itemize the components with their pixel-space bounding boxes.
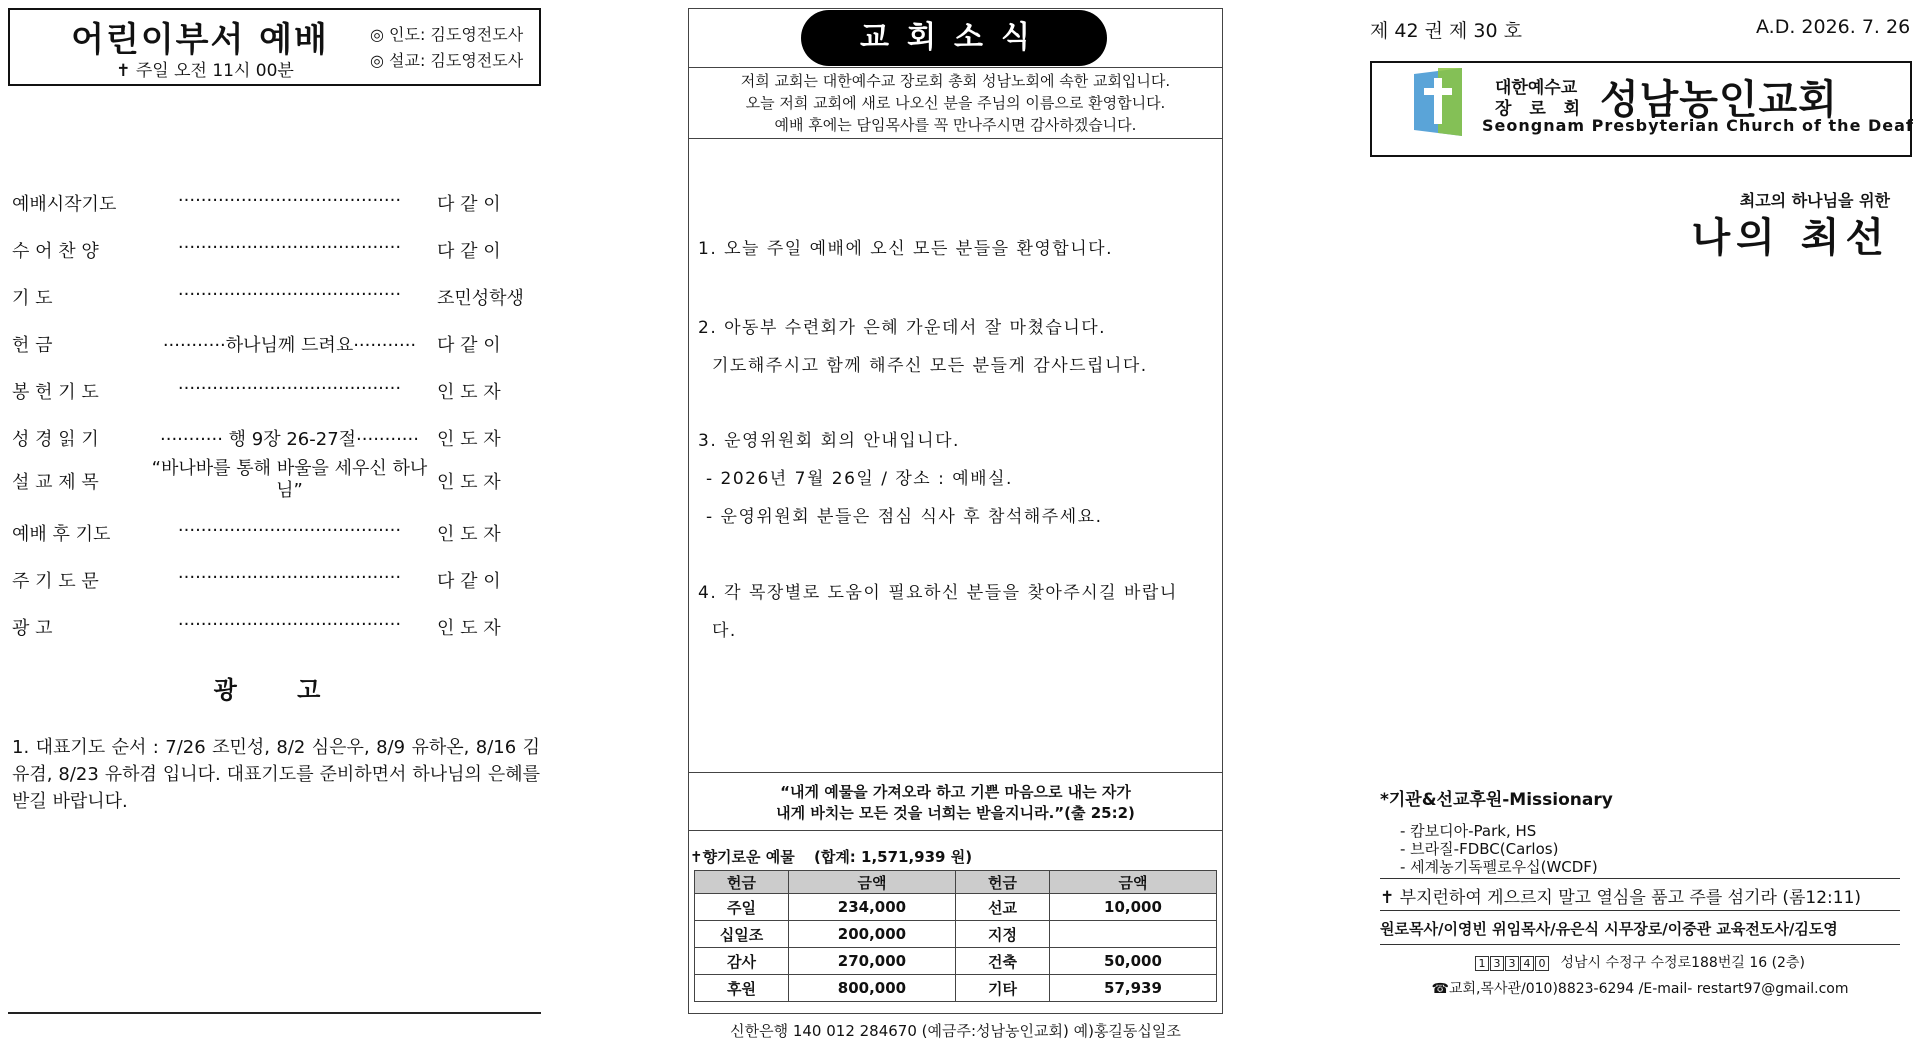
motto-big: 나의 최선	[1691, 215, 1890, 261]
offering-total: (합계: 1,571,939 원)	[813, 848, 973, 866]
order-label: 주 기 도 문	[12, 571, 99, 592]
order-label: 성 경 읽 기	[12, 429, 99, 450]
order-detail: ·······································	[177, 520, 402, 541]
divider	[8, 1012, 541, 1014]
offering-header-cell: 헌금	[955, 871, 1049, 894]
contact-info: ☎교회,목사관/010)8823-6294 /E-mail- restart97@gmail.com	[1431, 981, 1849, 997]
church-address	[1380, 952, 1900, 972]
order-detail: ·······································	[177, 567, 402, 588]
offering-cell: 기타	[955, 975, 1049, 1002]
bible-verse: ✝ 부지런하여 게으르지 말고 열심을 품고 주를 섬기라 (롬12:11)	[1380, 888, 1862, 908]
order-label: 기 도	[12, 288, 53, 309]
news-item: 3. 운영위원회 회의 안내입니다.	[698, 431, 960, 451]
order-leader: 인 도 자	[437, 472, 501, 493]
offering-cell	[1049, 921, 1216, 948]
offering-cell: 10,000	[1049, 894, 1216, 921]
offering-cell: 234,000	[788, 894, 955, 921]
news-subitem: - 운영위원회 분들은 점심 식사 후 참석해주세요.	[706, 507, 1103, 527]
issue-date: A.D. 2026. 7. 26	[1756, 16, 1911, 38]
issue-number: 제 42 권 제 30 호	[1370, 20, 1522, 42]
zip-digit: 0	[1535, 956, 1549, 971]
divider	[1380, 878, 1900, 879]
news-item: 1. 오늘 주일 예배에 오신 모든 분들을 환영합니다.	[698, 239, 1113, 259]
divider	[688, 772, 1223, 773]
offering-cell: 200,000	[788, 921, 955, 948]
zip-digit: 1	[1475, 956, 1489, 971]
mission-item: - 캄보디아-Park, HS	[1400, 822, 1537, 840]
offering-title-label: ✝향기로운 예물	[690, 848, 795, 866]
zip-digit: 3	[1505, 956, 1519, 971]
scripture-quote	[690, 782, 1221, 824]
service-title: 어린이부서 예배	[71, 20, 329, 60]
bank-account: 신한은행 140 012 284670 (예금주:성남농인교회) 예)홍길동십일조	[730, 1022, 1181, 1040]
preacher-line: ◎ 설교: 김도영전도사	[370, 51, 524, 70]
news-subitem: - 2026년 7월 26일 / 장소 : 예배실.	[706, 469, 1013, 489]
zip-digit: 4	[1520, 956, 1534, 971]
order-row	[12, 458, 542, 514]
news-item: 2. 아동부 수련회가 은혜 가운데서 잘 마쳤습니다.	[698, 318, 1107, 338]
offering-row	[695, 921, 1217, 948]
order-label: 수 어 찬 양	[12, 241, 99, 262]
news-item: 4. 각 목장별로 도움이 필요하신 분들을 찾아주시길 바랍니	[698, 583, 1178, 603]
announcement-text: 1. 대표기도 순서 : 7/26 조민성, 8/2 심은우, 8/9 유하온, 8/16 김유겸, 8/23 유하겸 입니다. 대표기도를 준비하면서 하나님의 은혜를 받길 바랍니다.	[12, 737, 540, 812]
news-item-cont: 기도해주시고 함께 해주신 모든 분들게 감사드립니다.	[712, 356, 1148, 376]
offering-header-cell: 금액	[1049, 871, 1216, 894]
intro-line: 오늘 저희 교회에 새로 나오신 분을 주님의 이름으로 환영합니다.	[745, 94, 1166, 112]
order-detail: ···········하나님께 드려요···········	[162, 335, 417, 356]
mission-item: - 브라질-FDBC(Carlos)	[1400, 840, 1559, 858]
order-leader: 조민성학생	[437, 288, 524, 309]
offering-cell: 건축	[955, 948, 1049, 975]
mission-title: *기관&선교후원-Missionary	[1380, 790, 1613, 810]
order-row	[12, 190, 542, 236]
zip-code	[1475, 955, 1550, 971]
offering-title	[690, 846, 972, 867]
divider	[1380, 944, 1900, 945]
order-leader: 다 같 이	[437, 571, 501, 592]
order-row	[12, 331, 542, 377]
mission-item: - 세계농기독펠로우십(WCDF)	[1400, 858, 1598, 876]
offering-table	[694, 870, 1217, 1002]
offering-row	[695, 948, 1217, 975]
offering-cell: 주일	[695, 894, 789, 921]
divider	[688, 67, 1223, 68]
offering-cell: 57,939	[1049, 975, 1216, 1002]
offering-header-cell: 금액	[788, 871, 955, 894]
offering-row	[695, 894, 1217, 921]
order-label: 봉 헌 기 도	[12, 382, 99, 403]
offering-header-row	[695, 871, 1217, 894]
order-row	[12, 614, 542, 660]
leader-line: ◎ 인도: 김도영전도사	[370, 25, 524, 44]
order-row	[12, 284, 542, 330]
order-label: 예배 후 기도	[12, 524, 111, 545]
cross-logo-icon	[1410, 66, 1466, 138]
offering-header-cell: 헌금	[695, 871, 789, 894]
news-item-cont: 다.	[712, 621, 737, 641]
church-name: 성남농인교회	[1600, 77, 1838, 123]
order-row	[12, 567, 542, 613]
offering-cell: 감사	[695, 948, 789, 975]
intro-line: 저희 교회는 대한예수교 장로회 총회 성남노회에 속한 교회입니다.	[740, 72, 1171, 90]
offering-cell: 후원	[695, 975, 789, 1002]
service-time: ✝ 주일 오전 11시 00분	[116, 61, 294, 81]
order-detail: ·······································	[177, 614, 402, 635]
order-detail: ·······································	[177, 378, 402, 399]
zip-digit: 3	[1490, 956, 1504, 971]
offering-cell: 50,000	[1049, 948, 1216, 975]
worship-order-panel	[0, 0, 560, 1042]
news-heading: 교회소식	[801, 10, 1107, 66]
divider	[688, 138, 1223, 139]
order-row	[12, 378, 542, 424]
announcement-heading: 광 고	[213, 676, 347, 704]
church-intro	[690, 70, 1221, 136]
motto-small: 최고의 하나님을 위한	[1739, 191, 1890, 210]
order-leader: 인 도 자	[437, 618, 501, 639]
divider	[1380, 910, 1900, 911]
offering-cell: 270,000	[788, 948, 955, 975]
order-label: 헌 금	[12, 335, 53, 356]
order-detail: ··········· 행 9장 26-27절···········	[160, 429, 419, 450]
order-detail: “바나바를 통해 바울을 세우신 하나님”	[151, 458, 428, 501]
offering-cell: 지정	[955, 921, 1049, 948]
offering-cell: 800,000	[788, 975, 955, 1002]
offering-cell: 십일조	[695, 921, 789, 948]
quote-line: “내게 예물을 가져오라 하고 기쁜 마음으로 내는 자가	[780, 783, 1131, 801]
divider	[688, 830, 1223, 831]
order-label: 설 교 제 목	[12, 472, 99, 493]
order-leader: 인 도 자	[437, 524, 501, 545]
quote-line: 내게 바치는 모든 것을 너희는 받을지니라.”(출 25:2)	[776, 804, 1135, 822]
denomination-line: 장 로 회	[1495, 99, 1587, 119]
order-leader: 다 같 이	[437, 335, 501, 356]
offering-row	[695, 975, 1217, 1002]
order-leader: 인 도 자	[437, 382, 501, 403]
order-leader: 인 도 자	[437, 429, 501, 450]
order-detail: ·······································	[177, 284, 402, 305]
order-label: 예배시작기도	[12, 194, 117, 215]
church-name-english: Seongnam Presbyterian Church of the Deaf	[1482, 116, 1914, 135]
order-row	[12, 237, 542, 283]
denomination-line: 대한예수교	[1495, 78, 1578, 98]
intro-line: 예배 후에는 담임목사를 꼭 만나주시면 감사하겠습니다.	[774, 116, 1137, 134]
order-detail: ·······································	[177, 237, 402, 258]
order-leader: 다 같 이	[437, 241, 501, 262]
order-label: 광 고	[12, 618, 53, 639]
address-text: 성남시 수정구 수정로188번길 16 (2층)	[1560, 955, 1805, 971]
staff-list: 원로목사/이영빈 위임목사/유은식 시무장로/이중관 교육전도사/김도영	[1380, 920, 1838, 938]
order-leader: 다 같 이	[437, 194, 501, 215]
offering-cell: 선교	[955, 894, 1049, 921]
order-detail: ·······································	[177, 190, 402, 211]
order-row	[12, 520, 542, 566]
denomination	[1495, 78, 1586, 120]
